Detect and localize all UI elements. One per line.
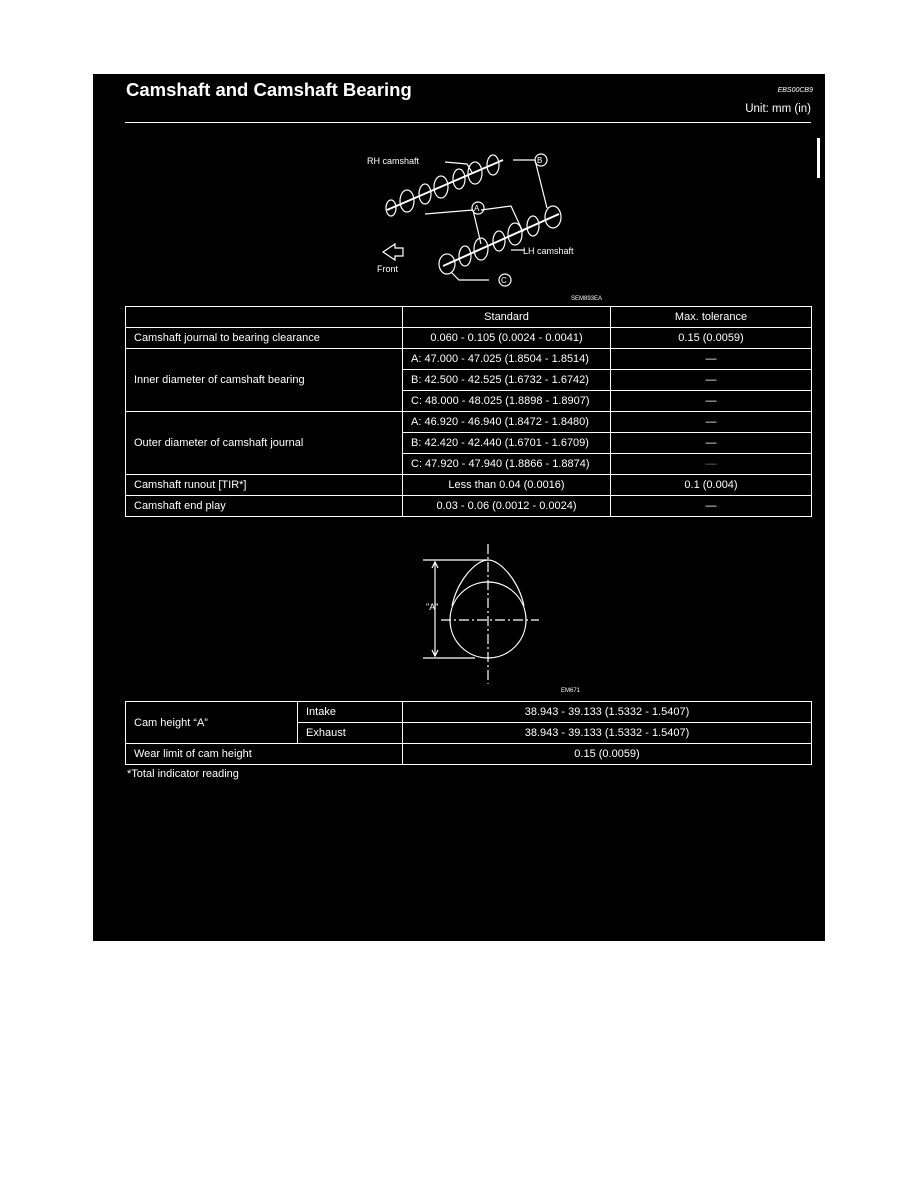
table-row (126, 475, 812, 496)
table-header-row (126, 307, 812, 328)
row-label: Camshaft end play (126, 496, 403, 517)
row-max: — (611, 412, 812, 433)
camshaft-figure (363, 148, 603, 304)
row-standard: A: 47.000 - 47.025 (1.8504 - 1.8514) (403, 349, 611, 370)
row-max: — (611, 496, 812, 517)
header-max-tolerance: Max. tolerance (611, 307, 812, 328)
label-lh-camshaft: LH camshaft (523, 246, 574, 256)
figure2-code: EM671 (561, 688, 581, 694)
row-standard: C: 47.920 - 47.940 (1.8866 - 1.8874) (403, 454, 611, 475)
wear-limit-label: Wear limit of cam height (126, 744, 403, 765)
exhaust-value: 38.943 - 39.133 (1.5332 - 1.5407) (403, 723, 812, 744)
camshaft-spec-table (125, 306, 812, 517)
title-rule (125, 122, 811, 123)
header-blank (126, 307, 403, 328)
row-standard: B: 42.500 - 42.525 (1.6732 - 1.6742) (403, 370, 611, 391)
camshaft-illustration (363, 148, 603, 304)
row-standard: A: 46.920 - 46.940 (1.8472 - 1.8480) (403, 412, 611, 433)
row-standard: 0.060 - 0.105 (0.0024 - 0.0041) (403, 328, 611, 349)
row-label: Inner diameter of camshaft bearing (126, 349, 403, 412)
cam-height-table (125, 701, 812, 765)
cam-profile-illustration (415, 542, 585, 698)
footnote: *Total indicator reading (127, 768, 239, 780)
row-label: Camshaft journal to bearing clearance (126, 328, 403, 349)
row-max: — (611, 454, 812, 475)
label-c: C (501, 276, 507, 285)
document-page (93, 74, 825, 941)
row-standard: 0.03 - 0.06 (0.0012 - 0.0024) (403, 496, 611, 517)
figure1-code: SEM893EA (571, 296, 603, 302)
header-standard: Standard (403, 307, 611, 328)
label-b: B (537, 156, 543, 165)
table-row (126, 496, 812, 517)
table-row (126, 702, 812, 723)
cam-height-figure (415, 542, 585, 698)
row-label: Camshaft runout [TIR*] (126, 475, 403, 496)
row-max: 0.1 (0.004) (611, 475, 812, 496)
row-max: — (611, 370, 812, 391)
row-standard: B: 42.420 - 42.440 (1.6701 - 1.6709) (403, 433, 611, 454)
intake-label: Intake (298, 702, 403, 723)
row-max: — (611, 349, 812, 370)
row-max: 0.15 (0.0059) (611, 328, 812, 349)
wear-limit-value: 0.15 (0.0059) (403, 744, 812, 765)
row-max: — (611, 433, 812, 454)
row-max: — (611, 391, 812, 412)
intake-value: 38.943 - 39.133 (1.5332 - 1.5407) (403, 702, 812, 723)
row-standard: C: 48.000 - 48.025 (1.8898 - 1.8907) (403, 391, 611, 412)
section-code: EBS00CB9 (777, 87, 813, 94)
table-row (126, 328, 812, 349)
exhaust-label: Exhaust (298, 723, 403, 744)
cam-height-label: "A" (426, 602, 439, 612)
label-rh-camshaft: RH camshaft (367, 156, 420, 166)
scrollbar-thumb[interactable] (817, 138, 820, 178)
table-row (126, 412, 812, 433)
table-row (126, 744, 812, 765)
row-label: Outer diameter of camshaft journal (126, 412, 403, 475)
label-a: A (474, 204, 480, 213)
label-front: Front (377, 264, 399, 274)
unit-label: Unit: mm (in) (745, 103, 811, 115)
table-row (126, 349, 812, 370)
cam-height-row-label: Cam height “A” (126, 702, 298, 744)
section-title: Camshaft and Camshaft Bearing (126, 79, 412, 100)
row-standard: Less than 0.04 (0.0016) (403, 475, 611, 496)
